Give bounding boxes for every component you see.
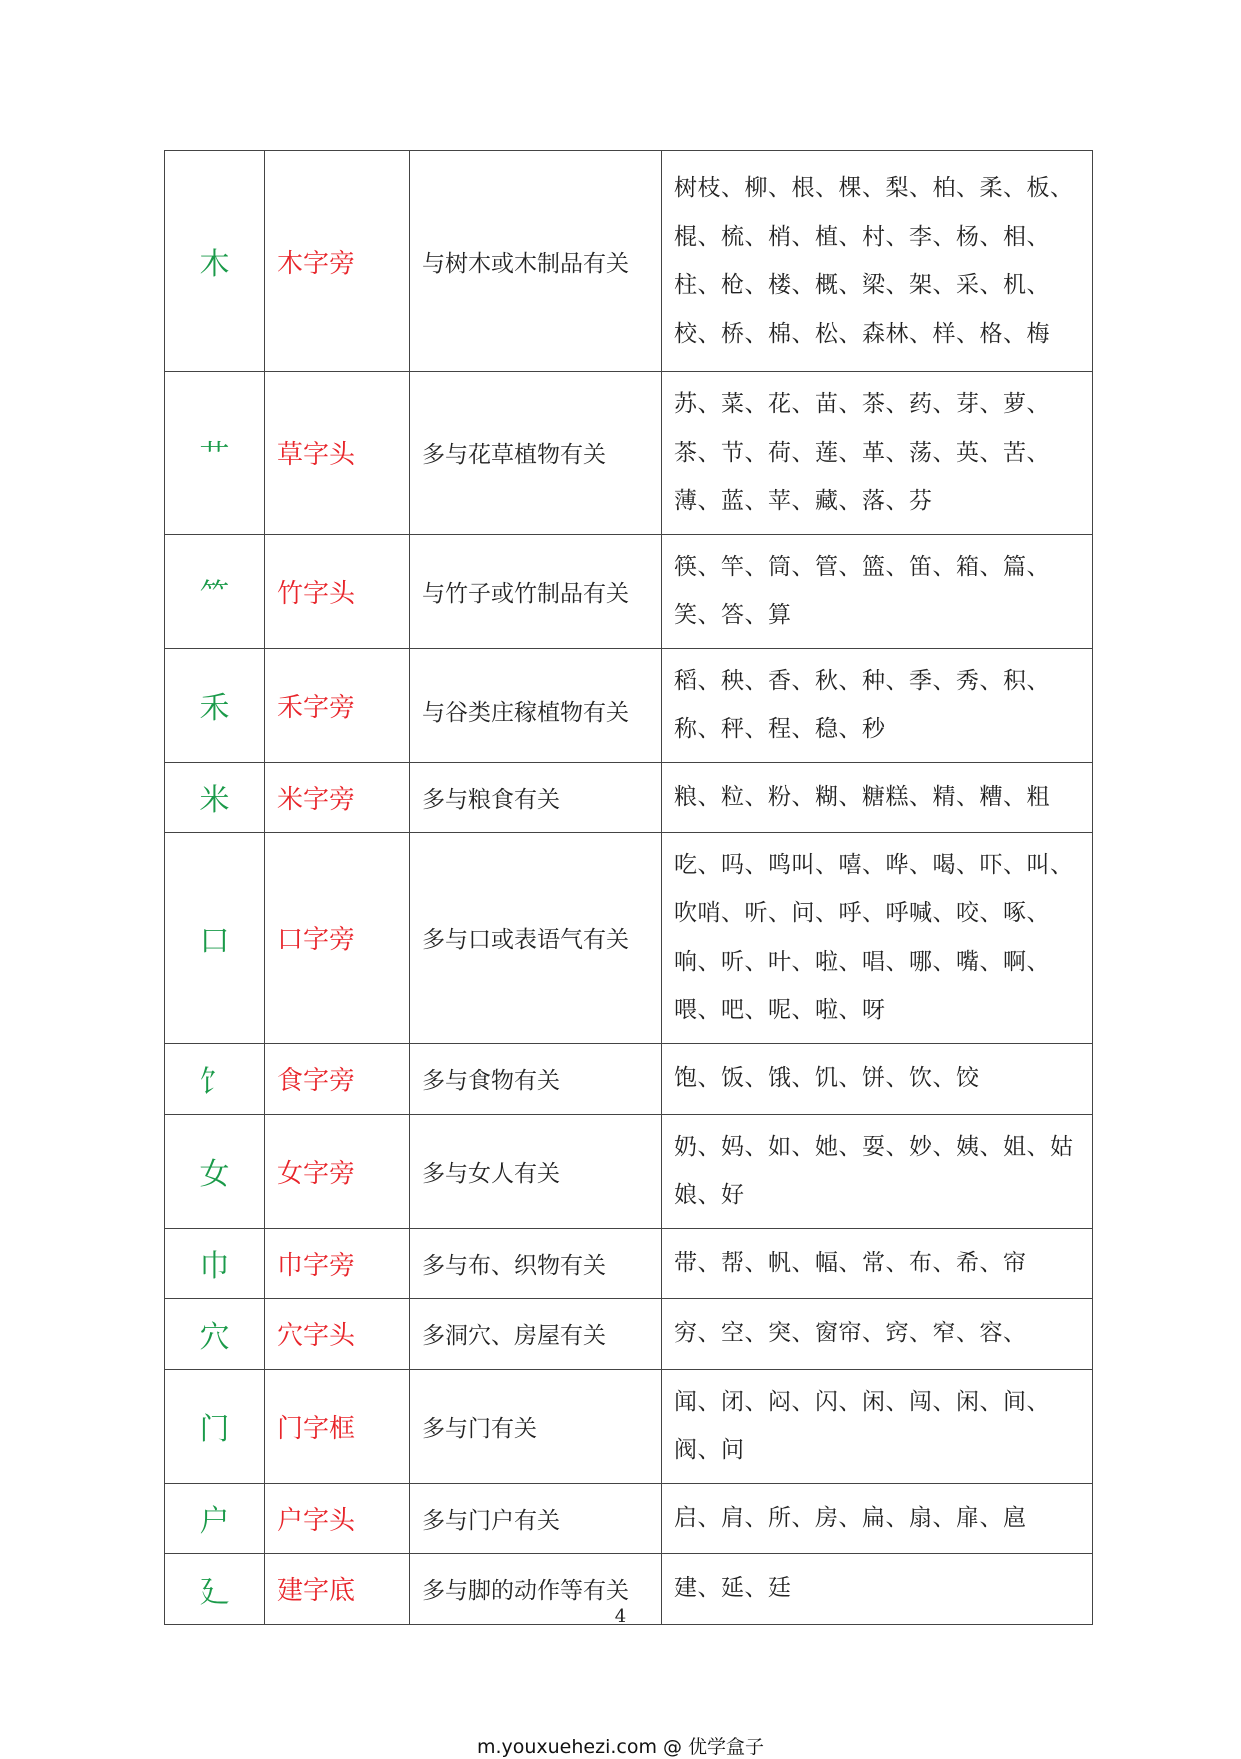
radical-meaning: 多与脚的动作等有关 [410, 1553, 662, 1624]
radical-char: 米 [165, 762, 265, 832]
table-row [165, 534, 1093, 648]
example-characters: 闻、闭、闷、闪、闲、闯、闲、间、阀、问 [662, 1369, 1093, 1483]
radical-name: 竹字头 [265, 534, 410, 648]
page-number: 4 [614, 1606, 627, 1627]
example-characters: 吃、吗、鸣叫、嘻、哗、喝、吓、叫、吹哨、听、问、呼、呼喊、咬、啄、响、听、叶、啦、唱、哪、嘴、啊、喂、吧、呢、啦、呀 [662, 832, 1093, 1043]
table-row [165, 648, 1093, 762]
radical-char: 巾 [165, 1228, 265, 1298]
example-characters: 启、肩、所、房、扁、扇、扉、扈 [662, 1483, 1093, 1553]
radical-char: ⺮ [165, 534, 265, 648]
radical-char: 户 [165, 1483, 265, 1553]
example-characters: 带、帮、帆、幅、常、布、希、帘 [662, 1228, 1093, 1298]
radical-meaning: 多与食物有关 [410, 1043, 662, 1114]
example-characters: 树枝、柳、根、棵、梨、柏、柔、板、棍、梳、梢、植、村、李、杨、相、柱、枪、楼、概、梁、架、采、机、校、桥、棉、松、森林、样、格、梅 [662, 151, 1093, 372]
example-characters: 筷、竿、筒、管、篮、笛、箱、篇、笑、答、算 [662, 534, 1093, 648]
radical-name: 木字旁 [265, 151, 410, 372]
radical-meaning: 与竹子或竹制品有关 [410, 534, 662, 648]
radical-meaning: 多与花草植物有关 [410, 372, 662, 535]
radical-meaning: 多与布、织物有关 [410, 1228, 662, 1298]
example-characters: 穷、空、突、窗帘、窍、窄、容、 [662, 1298, 1093, 1369]
radical-char: 艹 [165, 372, 265, 535]
table-row [165, 372, 1093, 535]
example-characters: 奶、妈、如、她、耍、妙、姨、姐、姑娘、好 [662, 1114, 1093, 1228]
table-row [165, 832, 1093, 1043]
table-row [165, 1483, 1093, 1553]
radical-name: 穴字头 [265, 1298, 410, 1369]
radical-name: 巾字旁 [265, 1228, 410, 1298]
radical-name: 建字底 [265, 1553, 410, 1624]
radical-meaning: 多洞穴、房屋有关 [410, 1298, 662, 1369]
radical-name: 口字旁 [265, 832, 410, 1043]
example-characters: 饱、饭、饿、饥、饼、饮、饺 [662, 1043, 1093, 1114]
table-row [165, 1043, 1093, 1114]
radical-char: 饣 [165, 1043, 265, 1114]
table-row [165, 1114, 1093, 1228]
radical-name: 禾字旁 [265, 648, 410, 762]
footer-watermark: m.youxuehezi.com @ 优学盒子 [476, 1736, 765, 1758]
table-row [165, 1298, 1093, 1369]
radical-char: 禾 [165, 648, 265, 762]
radical-char: 口 [165, 832, 265, 1043]
radical-char: 木 [165, 151, 265, 372]
example-characters: 苏、菜、花、苗、茶、药、芽、萝、茶、节、荷、莲、革、荡、英、苦、薄、蓝、苹、藏、落、芬 [662, 372, 1093, 535]
radical-meaning: 多与门有关 [410, 1369, 662, 1483]
radical-char: 穴 [165, 1298, 265, 1369]
radical-name: 女字旁 [265, 1114, 410, 1228]
radical-meaning: 多与粮食有关 [410, 762, 662, 832]
radical-char: 女 [165, 1114, 265, 1228]
radical-table [164, 150, 1093, 1625]
radical-meaning: 多与口或表语气有关 [410, 832, 662, 1043]
radical-meaning: 多与门户有关 [410, 1483, 662, 1553]
radical-name: 草字头 [265, 372, 410, 535]
radical-name: 食字旁 [265, 1043, 410, 1114]
radical-char: 门 [165, 1369, 265, 1483]
radical-name: 户字头 [265, 1483, 410, 1553]
example-characters: 稻、秧、香、秋、种、季、秀、积、称、秤、程、稳、秒 [662, 648, 1093, 762]
example-characters: 建、延、廷 [662, 1553, 1093, 1624]
table-row [165, 1369, 1093, 1483]
example-characters: 粮、粒、粉、糊、糖糕、精、糟、粗 [662, 762, 1093, 832]
radical-name: 米字旁 [265, 762, 410, 832]
table-row [165, 762, 1093, 832]
radical-meaning: 多与女人有关 [410, 1114, 662, 1228]
radical-meaning: 与谷类庄稼植物有关 [410, 648, 662, 762]
radical-meaning: 与树木或木制品有关 [410, 151, 662, 372]
table-row [165, 1228, 1093, 1298]
table-row [165, 151, 1093, 372]
radical-name: 门字框 [265, 1369, 410, 1483]
radical-char: 廴 [165, 1553, 265, 1624]
